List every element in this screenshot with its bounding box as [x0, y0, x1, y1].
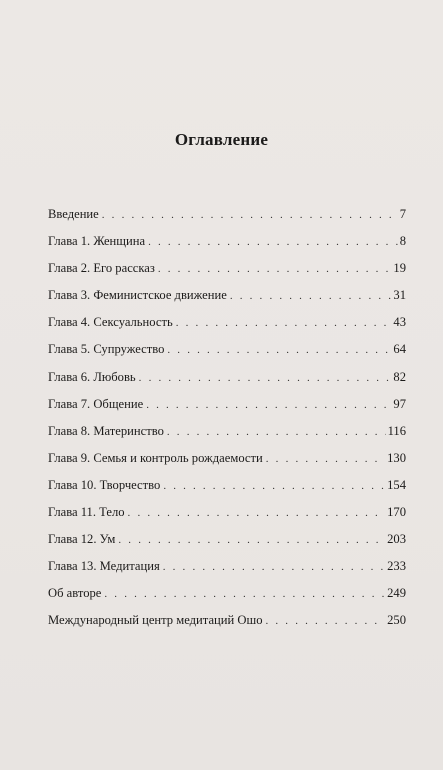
toc-leader-dots [102, 207, 398, 223]
toc-entry-title: Глава 8. Материнство [48, 423, 164, 438]
toc-leader-dots [118, 532, 385, 548]
toc-entry [48, 206, 406, 233]
toc-entry-title: Международный центр медитаций Ошо [48, 613, 263, 628]
toc-page-number: 64 [393, 342, 406, 357]
page-title: Оглавление [174, 130, 269, 149]
toc-page-number: 8 [399, 234, 406, 249]
toc-leader-dots [146, 397, 391, 413]
toc-entry-title: Глава 2. Его рассказ [48, 261, 155, 276]
table-of-contents [48, 206, 406, 640]
toc-page-number: 7 [399, 207, 406, 221]
toc-leader-dots [139, 370, 392, 386]
toc-leader-dots [128, 505, 386, 521]
toc-leader-dots [163, 478, 385, 494]
toc-entry-title: Глава 9. Семья и контроль рождаемости [48, 450, 263, 465]
toc-page-number: 82 [393, 369, 406, 384]
toc-entry [48, 423, 406, 450]
toc-page-number: 31 [393, 288, 406, 303]
toc-leader-dots [104, 586, 385, 602]
toc-entry [48, 531, 406, 558]
toc-entry [48, 450, 406, 477]
toc-entry [48, 369, 406, 396]
toc-page-number: 203 [387, 532, 406, 547]
toc-entry-title: Об авторе [48, 586, 102, 601]
toc-page-number: 97 [393, 396, 406, 411]
toc-leader-dots [176, 315, 392, 331]
toc-entry-title: Глава 11. Тело [48, 505, 125, 520]
toc-leader-dots [230, 288, 392, 304]
toc-entry [48, 612, 406, 639]
toc-entry [48, 558, 406, 585]
toc-entry [48, 233, 406, 260]
toc-entry-title: Глава 4. Сексуальность [48, 315, 173, 330]
toc-entry [48, 585, 406, 612]
toc-entry [48, 287, 406, 314]
toc-entry-title: Глава 7. Общение [48, 396, 144, 411]
toc-entry [48, 477, 406, 504]
toc-leader-dots [266, 613, 386, 629]
toc-entry-title: Введение [48, 207, 99, 221]
toc-page-number: 19 [393, 261, 406, 276]
toc-leader-dots [167, 424, 386, 440]
toc-page-number: 154 [387, 477, 406, 492]
toc-entry [48, 504, 406, 531]
toc-entry [48, 260, 406, 287]
toc-entry-title: Глава 12. Ум [48, 532, 116, 547]
toc-page-number: 249 [387, 586, 406, 601]
toc-page-number: 250 [387, 613, 406, 628]
toc-entry-title: Глава 3. Феминистское движение [48, 288, 227, 303]
toc-page-number: 43 [393, 315, 406, 330]
toc-leader-dots [148, 234, 398, 250]
toc-entry-title: Глава 6. Любовь [48, 369, 136, 384]
toc-entry-title: Глава 5. Супружество [48, 342, 165, 357]
toc-leader-dots [163, 559, 385, 575]
toc-entry [48, 341, 406, 368]
toc-entry [48, 314, 406, 341]
toc-leader-dots [158, 261, 392, 277]
toc-entry-title: Глава 1. Женщина [48, 234, 146, 249]
toc-page-number: 130 [387, 450, 406, 465]
toc-leader-dots [167, 342, 391, 358]
toc-entry-title: Глава 10. Творчество [48, 477, 161, 492]
toc-entry-title: Глава 13. Медитация [48, 559, 160, 574]
toc-leader-dots [266, 451, 385, 467]
toc-page-number: 116 [387, 423, 406, 438]
toc-page-number: 170 [387, 505, 406, 520]
toc-entry [48, 396, 406, 423]
toc-page-number: 233 [387, 559, 406, 574]
